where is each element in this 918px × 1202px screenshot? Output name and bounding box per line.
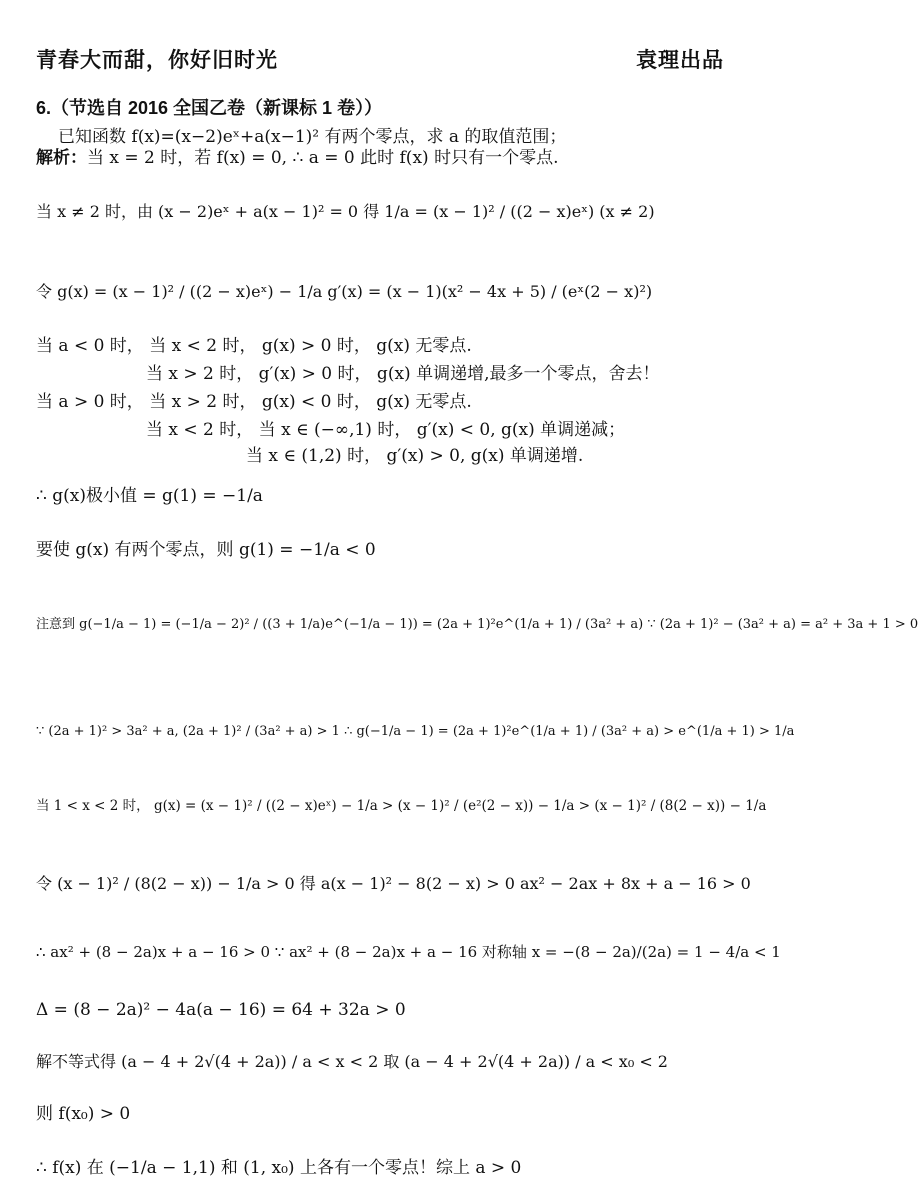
solution-line-5: 当 x > 2 时， g′(x) > 0 时， g(x) 单调递增,最多一个零点，舍去！	[146, 364, 660, 384]
solution-line-8: 当 x ∈ (1,2) 时， g′(x) > 0, g(x) 单调递增.	[246, 446, 584, 466]
solution-line-17: 解不等式得 (a − 4 + 2√(4 + 2a)) / a < x < 2 取 (a − 4 + 2√(4 + 2a)) / a < x₀ < 2	[36, 1052, 668, 1071]
solution-line-2: 当 x ≠ 2 时，由 (x − 2)eˣ + a(x − 1)² = 0 得 1/a = (x − 1)² / ((2 − x)eˣ) (x ≠ 2)	[36, 202, 655, 221]
problem-title: 6.（节选自 2016 全国乙卷（新课标 1 卷））	[36, 98, 383, 118]
solution-line-15: ∴ ax² + (8 − 2a)x + a − 16 > 0 ∵ ax² + (8 − 2a)x + a − 16 对称轴 x = −(8 − 2a)/(2a) = 1 − 4/a < 1	[36, 943, 781, 961]
solution-line-14: 令 (x − 1)² / (8(2 − x)) − 1/a > 0 得 a(x − 1)² − 8(2 − x) > 0 ax² − 2ax + 8x + a − 16 > 0	[36, 874, 751, 893]
problem-statement: 已知函数 f(x)=(x−2)eˣ+a(x−1)² 有两个零点，求 a 的取值范围；	[58, 127, 567, 147]
solution-line-6: 当 a > 0 时， 当 x > 2 时， g(x) < 0 时， g(x) 无零点.	[36, 392, 472, 412]
solution-line-3: 令 g(x) = (x − 1)² / ((2 − x)eˣ) − 1/a g′(x) = (x − 1)(x² − 4x + 5) / (eˣ(2 − x)²)	[36, 282, 653, 301]
solution-line-19: ∴ f(x) 在 (−1/a − 1,1) 和 (1, x₀) 上各有一个零点！综上 a > 0	[36, 1158, 522, 1178]
solution-line-18: 则 f(x₀) > 0	[36, 1104, 131, 1124]
header-left-text: 青春大而甜，你好旧时光	[36, 47, 278, 72]
solution-line-13: 当 1 < x < 2 时， g(x) = (x − 1)² / ((2 − x)eˣ) − 1/a > (x − 1)² / (e²(2 − x)) − 1/a > (x − 1)² / (8(2 − x)) − 1/a	[36, 798, 767, 814]
header-right-text: 袁理出品	[636, 47, 724, 72]
solution-line-4: 当 a < 0 时， 当 x < 2 时， g(x) > 0 时， g(x) 无零点.	[36, 336, 472, 356]
solution-line-11: 注意到 g(−1/a − 1) = (−1/a − 2)² / ((3 + 1/a)e^(−1/a − 1)) = (2a + 1)²e^(1/a + 1) / (3a² + a) ∵ (2a + 1)² − (3a² + a) = a² + 3a + 1 > 0	[36, 617, 918, 632]
solution-line-12: ∵ (2a + 1)² > 3a² + a, (2a + 1)² / (3a² + a) > 1 ∴ g(−1/a − 1) = (2a + 1)²e^(1/a + 1) / (3a² + a) > e^(1/a + 1) > 1/a	[36, 724, 795, 739]
solution-line-1-text: 当 x = 2 时，若 f(x) = 0, ∴ a = 0 此时 f(x) 时只有一个零点.	[87, 148, 559, 168]
solution-line-1	[36, 148, 558, 168]
solution-line-7: 当 x < 2 时， 当 x ∈ (−∞,1) 时， g′(x) < 0, g(x) 单调递减；	[146, 420, 626, 440]
solution-label: 解析：	[36, 148, 87, 168]
solution-line-16: Δ = (8 − 2a)² − 4a(a − 16) = 64 + 32a > 0	[36, 1000, 406, 1020]
solution-line-10: 要使 g(x) 有两个零点，则 g(1) = −1/a < 0	[36, 540, 376, 560]
solution-line-9: ∴ g(x)极小值 = g(1) = −1/a	[36, 486, 263, 506]
